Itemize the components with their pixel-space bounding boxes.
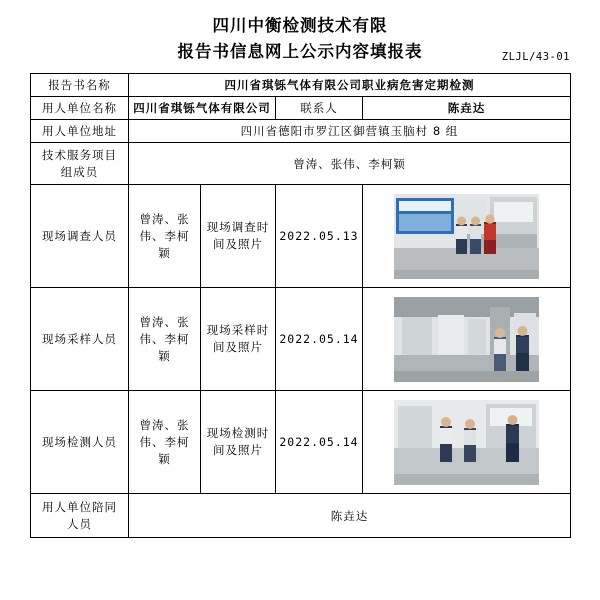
employer-address-label: 用人单位地址: [31, 120, 129, 143]
table-row-testing: [31, 391, 571, 494]
table-row-team: [31, 143, 571, 185]
sampling-people-line2: 伟、李柯: [139, 331, 190, 346]
contact-label: 联系人: [276, 97, 363, 120]
sampling-photo: [394, 297, 539, 382]
team-label: [31, 143, 129, 185]
survey-item-label-line1: 现场调查时: [206, 220, 270, 234]
table-row-accompany: [31, 494, 571, 538]
sampling-item-label-line1: 现场采样时: [206, 323, 270, 337]
survey-people-line3: 颖: [158, 245, 171, 260]
table-row-employer-name: [31, 97, 571, 120]
form-title-line2: 报告书信息网上公示内容填报表: [177, 42, 423, 61]
survey-date: 2022.05.13: [276, 185, 363, 288]
document-header: [30, 14, 570, 64]
company-title-line1: 四川中衡检测技术有限: [212, 16, 388, 35]
testing-item-label-line1: 现场检测时: [206, 426, 270, 440]
team-label-line1: 技术服务项目: [42, 147, 117, 162]
report-name-value: 四川省琪铄气体有限公司职业病危害定期检测: [129, 74, 571, 97]
testing-photo-cell: [363, 391, 571, 494]
sampling-people-line1: 曾涛、张: [139, 314, 190, 329]
accompany-value: 陈垚达: [129, 494, 571, 538]
testing-people: [129, 391, 201, 494]
contact-value: 陈垚达: [363, 97, 571, 120]
testing-people-line3: 颖: [158, 451, 171, 466]
accompany-label-line2: 人员: [67, 516, 92, 531]
survey-item-label-line2: 间及照片: [213, 237, 263, 251]
sampling-people: [129, 288, 201, 391]
survey-photo-cell: [363, 185, 571, 288]
table-row-report-name: [31, 74, 571, 97]
survey-role-label: 现场调查人员: [31, 185, 129, 288]
report-name-label: 报告书名称: [31, 74, 129, 97]
sampling-role-label: 现场采样人员: [31, 288, 129, 391]
team-label-line2: 组成员: [60, 164, 99, 179]
sampling-item-label-line2: 间及照片: [213, 340, 263, 354]
table-row-employer-address: [31, 120, 571, 143]
document-code: ZLJL/43-01: [501, 51, 570, 63]
accompany-label: [31, 494, 129, 538]
survey-people-line1: 曾涛、张: [139, 211, 190, 226]
table-row-sampling: [31, 288, 571, 391]
sampling-item-label: [201, 288, 276, 391]
team-value: 曾涛、张伟、李柯颖: [129, 143, 571, 185]
report-form-table: [30, 73, 571, 538]
sampling-photo-cell: [363, 288, 571, 391]
survey-photo: [394, 194, 539, 279]
testing-item-label: [201, 391, 276, 494]
testing-item-label-line2: 间及照片: [213, 443, 263, 457]
testing-photo: [394, 400, 539, 485]
employer-address-value: 四川省德阳市罗江区御营镇玉脑村 8 组: [129, 120, 571, 143]
survey-people: [129, 185, 201, 288]
testing-people-line1: 曾涛、张: [139, 417, 190, 432]
table-row-survey: [31, 185, 571, 288]
testing-date: 2022.05.14: [276, 391, 363, 494]
survey-item-label: [201, 185, 276, 288]
sampling-people-line3: 颖: [158, 348, 171, 363]
testing-role-label: 现场检测人员: [31, 391, 129, 494]
survey-people-line2: 伟、李柯: [139, 228, 190, 243]
sampling-date: 2022.05.14: [276, 288, 363, 391]
employer-name-label: 用人单位名称: [31, 97, 129, 120]
employer-name-value: 四川省琪铄气体有限公司: [129, 97, 276, 120]
testing-people-line2: 伟、李柯: [139, 434, 190, 449]
accompany-label-line1: 用人单位陪同: [42, 499, 117, 514]
